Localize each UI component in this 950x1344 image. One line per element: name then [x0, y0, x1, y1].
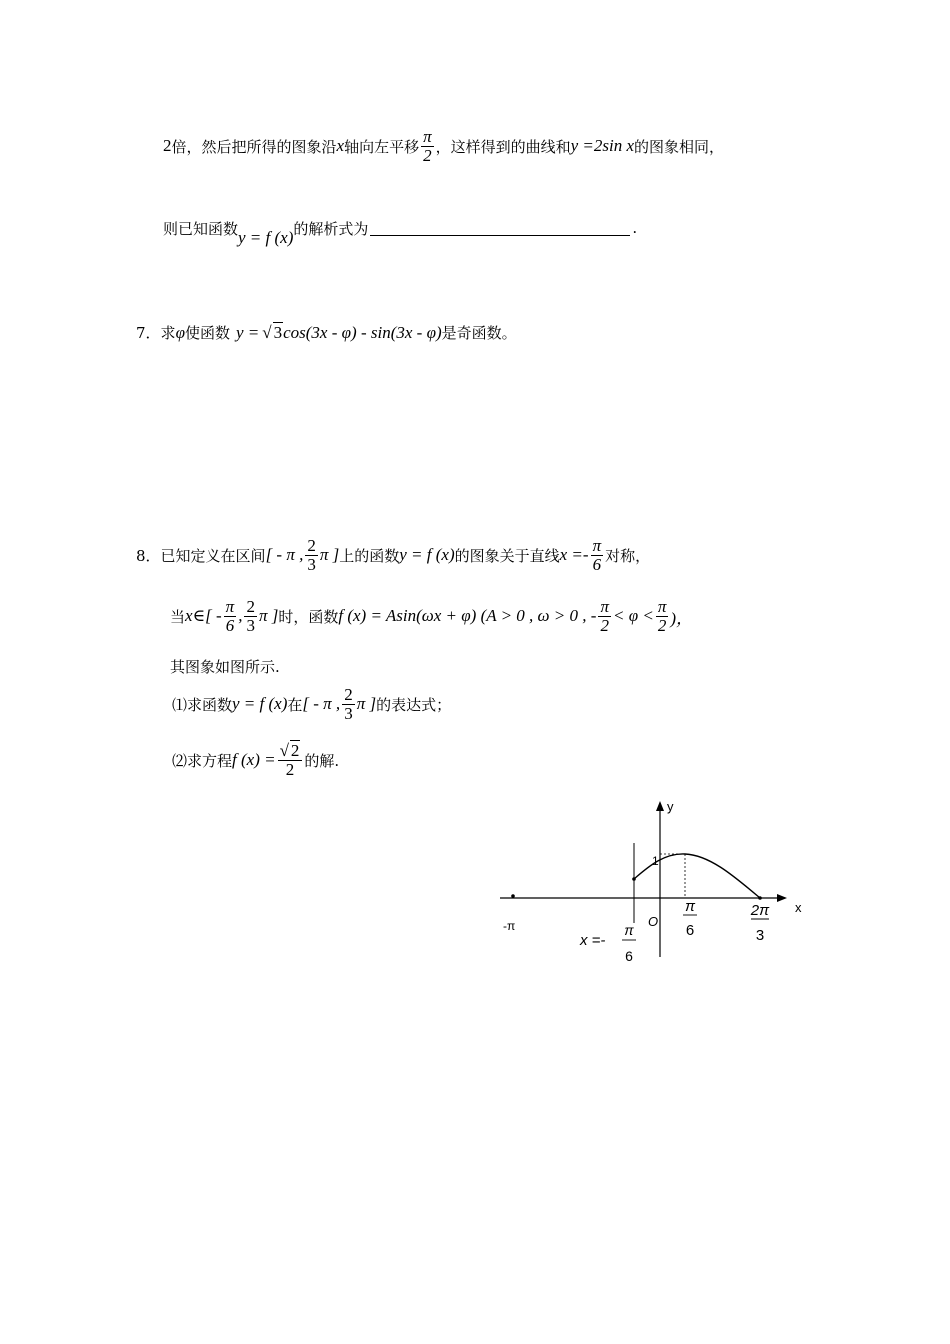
- p8-l1-frac2: [591, 537, 604, 574]
- p7-eq-b: cos(3x - φ) - sin(3x - φ): [283, 322, 442, 342]
- p8-l1-eq: y = f (x): [399, 545, 455, 565]
- p7-eq-a: y =: [235, 322, 260, 342]
- p6-frac-pi-2: [421, 128, 434, 165]
- origin-label: O: [648, 914, 659, 929]
- p8-l2-b: π ]: [258, 606, 279, 626]
- p6-text1: 倍，然后把所得的图象沿: [171, 137, 337, 156]
- p6-frac-den: 2: [423, 145, 432, 165]
- p8-l1-int-b: π ]: [319, 545, 340, 565]
- p8-q2-frac-den: 2: [285, 759, 295, 779]
- p7-label: 7．: [136, 324, 161, 342]
- neg-pi-label: -π: [503, 919, 516, 933]
- p8-l1-frac2-num: π: [592, 536, 602, 555]
- p8-q2-eq: f (x) =: [232, 750, 276, 770]
- p6-l2-end: .: [632, 219, 638, 237]
- symmetry-frac-num: π: [624, 922, 634, 938]
- p6-line1: [163, 128, 724, 165]
- p8-q1-frac-den: 3: [344, 703, 353, 723]
- p8-q1-b: π ]: [356, 694, 377, 714]
- p8-l2-frac4-den: 2: [657, 615, 667, 635]
- p8-l2-frac1-den: 6: [225, 615, 235, 635]
- p8-l2-a: x∈[ -: [185, 606, 222, 626]
- curve-end-point: [758, 896, 762, 900]
- p6-text4: 的图象相同，: [634, 137, 725, 156]
- p7-phi: φ: [175, 322, 185, 342]
- one-label: 1: [652, 854, 659, 868]
- p8-l3-text: 其图象如图所示.: [170, 658, 280, 676]
- p8-q1-eq: y = f (x): [232, 694, 288, 714]
- p8-l2-frac3: [598, 598, 611, 635]
- curve-start-point: [632, 877, 636, 881]
- p8-q2-frac-num: √ 2: [278, 742, 303, 761]
- p8-q2-frac: [278, 742, 303, 779]
- p6-text2: 轴向左平移: [344, 137, 420, 156]
- p6-l2-text2: 的解析式为: [293, 219, 369, 238]
- pi-over-6-den: 6: [685, 922, 695, 939]
- p8-l1-int-a: [ - π ,: [265, 545, 304, 565]
- answer-blank[interactable]: [370, 221, 630, 236]
- p8-l2-text2: 时，函数: [278, 607, 339, 626]
- p6-eq: y =2sin x: [570, 136, 635, 156]
- p7-text1: 求: [160, 324, 176, 342]
- p8-q1-text2: 在: [287, 695, 303, 714]
- p8-l2-text1: 当: [170, 607, 186, 626]
- p8-l2-frac1: [224, 598, 237, 635]
- p6-x: x: [336, 136, 345, 156]
- p8-q2-text1: ⑵求方程: [172, 751, 233, 770]
- p7-line: 7． 求 φ 使函数 y = √ 3 cos(3x - φ) - sin(3x - φ) 是奇函数。: [136, 322, 517, 342]
- p8-q1-frac-num: 2: [344, 685, 353, 704]
- p8-l1-frac-num: 2: [307, 536, 316, 555]
- pi-over-6-num: π: [684, 898, 696, 915]
- p8-q2-sqrt2: 2: [290, 741, 300, 760]
- p7-sqrt3: 3: [273, 323, 283, 342]
- p8-l1-eq2: x =-: [559, 545, 589, 565]
- p8-l2-frac1-num: π: [225, 597, 235, 616]
- p8-l1-frac-den: 3: [307, 554, 316, 574]
- p8-l2-frac4-num: π: [657, 597, 667, 616]
- x-axis-label: x: [795, 900, 802, 915]
- p7-text3: 是奇函数。: [441, 324, 517, 342]
- p6-l2-text1: 则已知函数: [163, 219, 239, 238]
- p8-line3: [170, 656, 280, 677]
- p8-label: 8．: [136, 546, 161, 565]
- p8-l1-frac2-den: 6: [592, 554, 602, 574]
- p8-line1: [136, 537, 650, 574]
- p8-q2: [172, 742, 339, 779]
- y-axis-label: y: [667, 799, 674, 814]
- p8-l1-text4: 对称，: [605, 546, 651, 565]
- p8-l1-text2: 上的函数: [339, 546, 400, 565]
- p8-l2-comma: ,: [238, 606, 243, 626]
- p6-l2-eq: y = f (x): [238, 228, 294, 247]
- p8-l2-frac3-den: 2: [600, 615, 609, 635]
- p8-l2-frac2-den: 3: [246, 615, 255, 635]
- p8-q1-frac: [342, 686, 355, 723]
- p8-q1-a: [ - π ,: [302, 694, 341, 714]
- p8-q2-text2: 的解.: [304, 751, 340, 770]
- p8-l2-frac3-num: π: [600, 597, 609, 616]
- p8-l2-frac2: [244, 598, 257, 635]
- p6-num: 2: [163, 136, 172, 156]
- p8-l2-end: )，: [670, 608, 694, 628]
- p8-l2-mid: < φ <: [612, 606, 654, 626]
- p8-l1-text1: 已知定义在区间: [160, 546, 266, 565]
- neg-pi-point: [511, 894, 515, 898]
- p6-line2: [163, 208, 637, 248]
- p8-q1-text1: ⑴求函数: [172, 695, 233, 714]
- x-axis-arrow-icon: [777, 894, 787, 902]
- p8-l1-text3: 的图象关于直线: [454, 546, 560, 565]
- p6-text3: ，这样得到的曲线和: [435, 137, 571, 156]
- two-pi-over-3-num: 2π: [750, 902, 770, 919]
- p6-frac-num: π: [423, 127, 432, 146]
- p8-l2-frac4: [656, 598, 669, 635]
- p8-l2-eq: f (x) = Asin(ωx + φ) (A > 0 , ω > 0 , -: [338, 606, 597, 626]
- p8-l2-frac2-num: 2: [246, 597, 255, 616]
- p8-line2: [170, 598, 693, 635]
- function-graph: [495, 795, 815, 975]
- symmetry-frac-den: 6: [625, 948, 633, 964]
- p8-q1-text3: 的表达式；: [376, 695, 452, 714]
- two-pi-over-3-den: 3: [755, 927, 765, 944]
- p8-l1-frac: [305, 537, 318, 574]
- p8-q1: [172, 686, 451, 723]
- symmetry-line-label: x =-: [580, 932, 606, 949]
- y-axis-arrow-icon: [656, 801, 664, 811]
- p7-text2: 使函数: [184, 324, 230, 342]
